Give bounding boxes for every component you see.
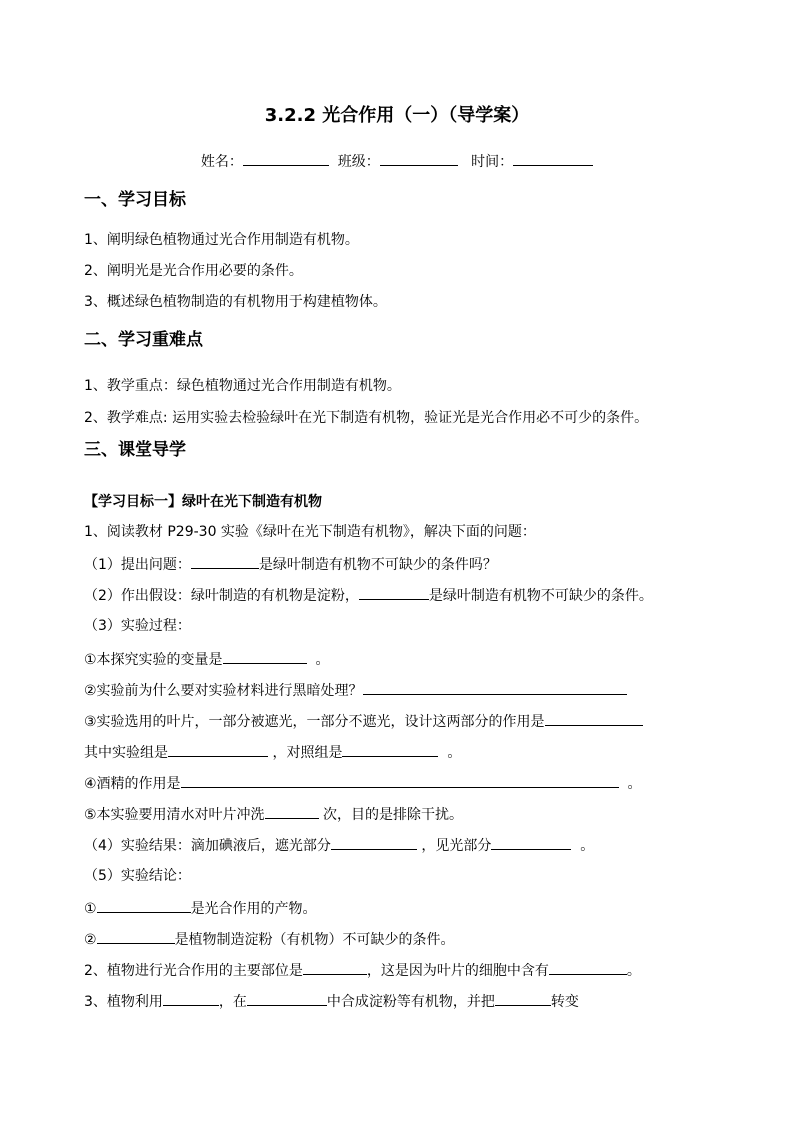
question-1: 1、阅读教材 P29-30 实验《绿叶在光下制造有机物》，解决下面的问题： xyxy=(84,524,536,540)
c2-text-b: 是植物制造淀粉（有机物）不可缺少的条件。 xyxy=(174,932,455,948)
goal-item: 2、阐明光是光合作用必要的条件。 xyxy=(84,263,303,279)
section-heading-key-points: 二、学习重难点 xyxy=(84,330,203,350)
p4-text-b: 。 xyxy=(627,776,642,792)
question-3 xyxy=(84,990,579,1012)
q1-1-text-b: 是绿叶制造有机物不可缺少的条件吗？ xyxy=(258,557,497,573)
student-info-line xyxy=(0,150,794,172)
q3-text-a: 3、植物利用 xyxy=(84,994,163,1010)
answer-blank[interactable] xyxy=(331,834,417,850)
q3-text-b: ，在 xyxy=(218,994,247,1010)
procedure-2 xyxy=(84,679,627,701)
answer-blank[interactable] xyxy=(191,553,259,569)
p1-text-a: ①本探究实验的变量是 xyxy=(84,652,223,668)
question-1-1 xyxy=(84,553,497,575)
name-blank[interactable] xyxy=(243,150,329,166)
answer-blank[interactable] xyxy=(549,959,627,975)
p3-text-d: 。 xyxy=(447,745,462,761)
answer-blank[interactable] xyxy=(303,959,367,975)
q2-text-a: 2、植物进行光合作用的主要部位是 xyxy=(84,963,303,979)
procedure-4 xyxy=(84,772,641,794)
q2-text-b: ，这是因为叶片的细胞中含有 xyxy=(366,963,549,979)
answer-blank[interactable] xyxy=(247,990,327,1006)
section-heading-goals: 一、学习目标 xyxy=(84,190,186,210)
time-label: 时间： xyxy=(471,154,514,170)
time-blank[interactable] xyxy=(513,150,593,166)
answer-blank[interactable] xyxy=(97,897,191,913)
p4-text-a: ④酒精的作用是 xyxy=(84,776,181,792)
answer-blank[interactable] xyxy=(363,679,627,695)
answer-blank[interactable] xyxy=(359,584,429,600)
q1-2-text-b: 是绿叶制造有机物不可缺少的条件。 xyxy=(428,588,653,604)
q1-4-text-a: （4）实验结果：滴加碘液后，遮光部分 xyxy=(84,838,331,854)
p2-text-a: ②实验前为什么要对实验材料进行黑暗处理？ xyxy=(84,683,363,699)
c2-text-a: ② xyxy=(84,932,97,948)
class-label: 班级： xyxy=(337,154,380,170)
procedure-3 xyxy=(84,710,643,732)
question-1-3: （3）实验过程： xyxy=(84,618,191,634)
key-point-item: 2、教学难点: 运用实验去检验绿叶在光下制造有机物，验证光是光合作用必不可少的条件。 xyxy=(84,410,649,426)
procedure-1 xyxy=(84,648,329,670)
q3-text-c: 中合成淀粉等有机物，并把 xyxy=(326,994,495,1010)
page-title: 3.2.2 光合作用（一）（导学案） xyxy=(264,105,530,126)
conclusion-2 xyxy=(84,928,455,950)
class-blank[interactable] xyxy=(380,150,458,166)
question-1-5: （5）实验结论： xyxy=(84,868,191,884)
section-heading-guide: 三、课堂导学 xyxy=(84,440,186,460)
conclusion-1 xyxy=(84,897,317,919)
q1-2-text-a: （2）作出假设：绿叶制造的有机物是淀粉， xyxy=(84,588,359,604)
name-label: 姓名： xyxy=(200,154,243,170)
goal-item: 3、概述绿色植物制造的有机物用于构建植物体。 xyxy=(84,294,387,310)
answer-blank[interactable] xyxy=(181,772,619,788)
procedure-3-cont xyxy=(84,741,461,763)
p3-text-c: ，对照组是 xyxy=(272,745,343,761)
answer-blank[interactable] xyxy=(545,710,643,726)
question-2 xyxy=(84,959,641,981)
answer-blank[interactable] xyxy=(223,648,307,664)
goal1-title: 【学习目标一】绿叶在光下制造有机物 xyxy=(84,494,322,510)
q1-4-text-b: ，见光部分 xyxy=(421,838,492,854)
question-1-2 xyxy=(84,584,653,606)
key-point-item: 1、教学重点：绿色植物通过光合作用制造有机物。 xyxy=(84,378,401,394)
answer-blank[interactable] xyxy=(97,928,175,944)
question-1-4 xyxy=(84,834,594,856)
q1-1-text-a: （1）提出问题： xyxy=(84,557,191,573)
answer-blank[interactable] xyxy=(342,741,438,757)
q1-4-text-c: 。 xyxy=(580,838,595,854)
p5-text-a: ⑤本实验要用清水对叶片冲洗 xyxy=(84,807,265,823)
c1-text-b: 是光合作用的产物。 xyxy=(190,901,317,917)
p5-text-b: 次，目的是排除干扰。 xyxy=(323,807,464,823)
answer-blank[interactable] xyxy=(265,803,319,819)
answer-blank[interactable] xyxy=(168,741,268,757)
goal-item: 1、阐明绿色植物通过光合作用制造有机物。 xyxy=(84,232,359,248)
p3-text-b: 其中实验组是 xyxy=(84,745,168,761)
p1-text-b: 。 xyxy=(315,652,330,668)
answer-blank[interactable] xyxy=(163,990,219,1006)
q2-text-c: 。 xyxy=(626,963,641,979)
answer-blank[interactable] xyxy=(495,990,551,1006)
q3-text-d: 转变 xyxy=(550,994,579,1010)
procedure-5 xyxy=(84,803,463,825)
answer-blank[interactable] xyxy=(491,834,571,850)
c1-text-a: ① xyxy=(84,901,97,917)
p3-text-a: ③实验选用的叶片，一部分被遮光，一部分不遮光，设计这两部分的作用是 xyxy=(84,714,545,730)
